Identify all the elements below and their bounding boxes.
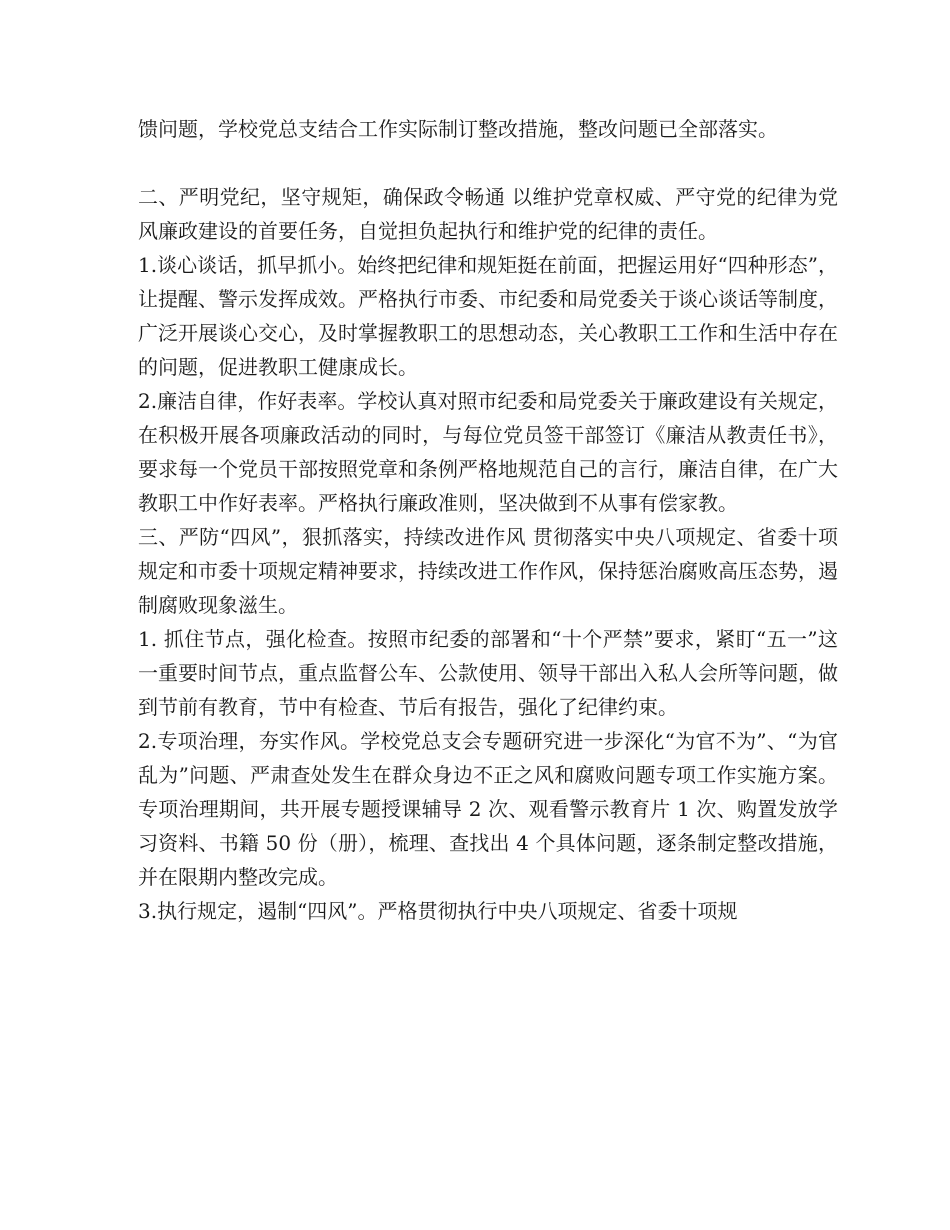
document-body [138,112,838,928]
section-heading-2: 二、严明党纪，坚守规矩，确保政令畅通 以维护党章权威、严守党的纪律为党风廉政建设的首要任务，自觉担负起执行和维护党的纪律的责任。 [138,185,838,243]
paragraph-2-1: 1.谈心谈话，抓早抓小。始终把纪律和规矩挺在前面，把握运用好“四种形态”，让提醒、警示发挥成效。严格执行市委、市纪委和局党委关于谈心谈话等制度，广泛开展谈心交心，及时掌握教职工的思想动态，关心教职工工作和生活中存在的问题，促进教职工健康成长。 [138,253,838,379]
section-heading-3: 三、严防“四风”，狠抓落实，持续改进作风 贯彻落实中央八项规定、省委十项规定和市委十项规定精神要求，持续改进工作作风，保持惩治腐败高压态势，遏制腐败现象滋生。 [138,525,838,617]
paragraph-2-2: 2.廉洁自律，作好表率。学校认真对照市纪委和局党委关于廉政建设有关规定，在积极开展各项廉政活动的同时，与每位党员签干部签订《廉洁从教责任书》，要求每一个党员干部按照党章和条例严格地规范自己的言行，廉洁自律，在广大教职工中作好表率。严格执行廉政准则，坚决做到不从事有偿家教。 [138,389,838,515]
paragraph-continuation: 馈问题，学校党总支结合工作实际制订整改措施，整改问题已全部落实。 [138,117,778,141]
paragraph-3-2: 2.专项治理，夯实作风。学校党总支会专题研究进一步深化“为官不为”、“为官乱为”问题、严肃查处发生在群众身边不正之风和腐败问题专项工作实施方案。专项治理期间，共开展专题授课辅导 2 次、观看警示教育片 1 次、购置发放学习资料、书籍 50 份（册），梳理、查找出 4 个具体问题，逐条制定整改措施，并在限期内整改完成。 [138,729,838,889]
paragraph-gap [138,146,838,180]
paragraph-3-1: 1. 抓住节点，强化检查。按照市纪委的部署和“十个严禁”要求，紧盯“五一”这一重要时间节点，重点监督公车、公款使用、领导干部出入私人会所等问题，做到节前有教育，节中有检查、节后有报告，强化了纪律约束。 [138,627,838,719]
paragraph-3-3: 3.执行规定，遏制“四风”。严格贯彻执行中央八项规定、省委十项规 [138,899,738,923]
